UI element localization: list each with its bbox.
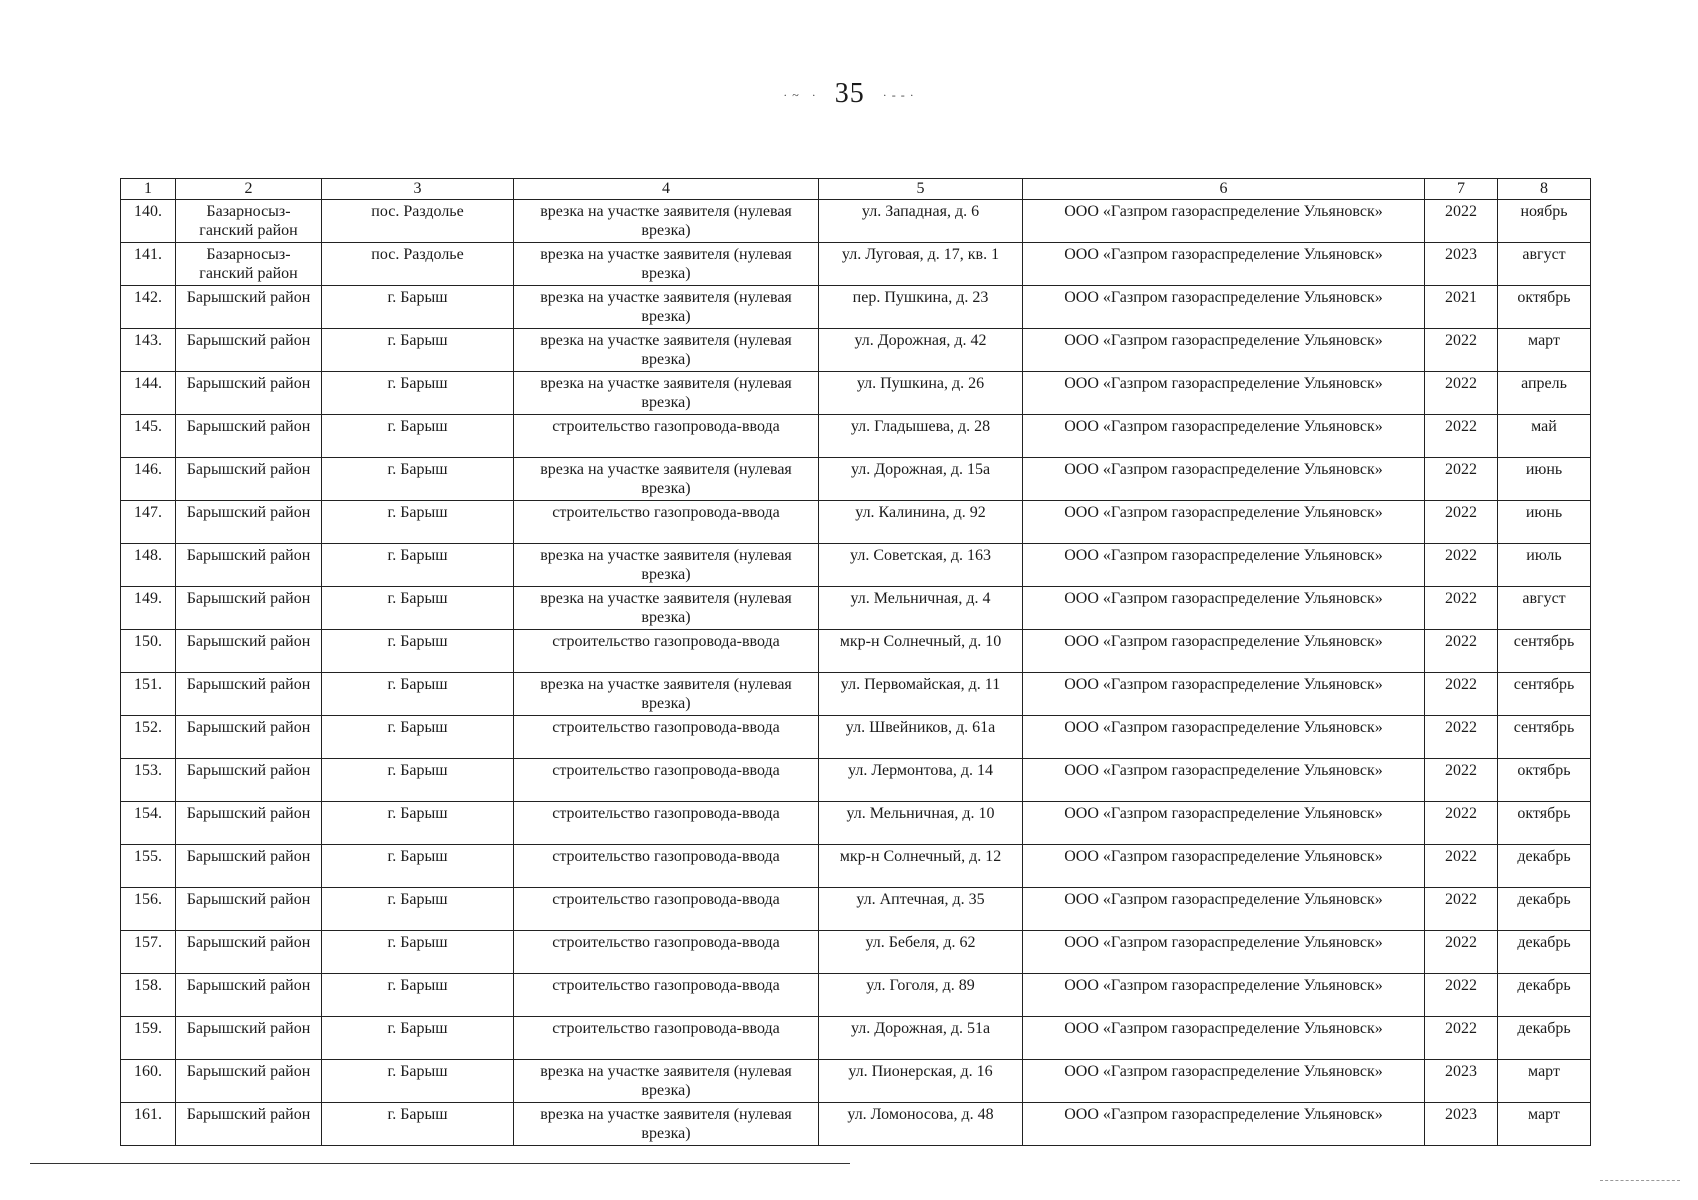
cell-row-number: 152. [121, 716, 176, 759]
cell-row-number: 141. [121, 243, 176, 286]
cell-work-type: строительство газопровода-ввода [514, 415, 819, 458]
cell-year: 2022 [1425, 888, 1498, 931]
cell-district: Барышский район [176, 630, 322, 673]
cell-address: ул. Калинина, д. 92 [819, 501, 1023, 544]
cell-organization: ООО «Газпром газораспределение Ульяновск» [1023, 888, 1425, 931]
column-header: 5 [819, 179, 1023, 200]
cell-locality: г. Барыш [322, 716, 514, 759]
cell-district: Барышский район [176, 931, 322, 974]
cell-address: ул. Дорожная, д. 42 [819, 329, 1023, 372]
cell-district: Барышский район [176, 802, 322, 845]
cell-month: июнь [1498, 501, 1591, 544]
cell-locality: г. Барыш [322, 759, 514, 802]
table-row [121, 1017, 1591, 1060]
cell-year: 2022 [1425, 673, 1498, 716]
cell-district: Барышский район [176, 1060, 322, 1103]
column-header: 1 [121, 179, 176, 200]
cell-row-number: 154. [121, 802, 176, 845]
table-row [121, 673, 1591, 716]
cell-district: Базарносыз-ганский район [176, 243, 322, 286]
cell-address: ул. Первомайская, д. 11 [819, 673, 1023, 716]
table-row [121, 759, 1591, 802]
cell-address: ул. Советская, д. 163 [819, 544, 1023, 587]
cell-row-number: 145. [121, 415, 176, 458]
cell-district: Барышский район [176, 587, 322, 630]
cell-address: ул. Пушкина, д. 26 [819, 372, 1023, 415]
cell-address: ул. Луговая, д. 17, кв. 1 [819, 243, 1023, 286]
column-header: 6 [1023, 179, 1425, 200]
cell-address: ул. Бебеля, д. 62 [819, 931, 1023, 974]
cell-district: Барышский район [176, 716, 322, 759]
cell-district: Барышский район [176, 372, 322, 415]
cell-year: 2022 [1425, 544, 1498, 587]
cell-locality: г. Барыш [322, 1060, 514, 1103]
cell-month: май [1498, 415, 1591, 458]
cell-locality: г. Барыш [322, 802, 514, 845]
page-number [0, 78, 1698, 110]
cell-work-type: врезка на участке заявителя (нулевая врезка) [514, 587, 819, 630]
cell-row-number: 157. [121, 931, 176, 974]
gasification-table [120, 178, 1591, 1146]
cell-year: 2022 [1425, 759, 1498, 802]
cell-organization: ООО «Газпром газораспределение Ульяновск» [1023, 372, 1425, 415]
cell-month: декабрь [1498, 974, 1591, 1017]
column-header: 4 [514, 179, 819, 200]
cell-work-type: строительство газопровода-ввода [514, 888, 819, 931]
cell-address: ул. Дорожная, д. 15а [819, 458, 1023, 501]
cell-organization: ООО «Газпром газораспределение Ульяновск» [1023, 1017, 1425, 1060]
cell-locality: г. Барыш [322, 974, 514, 1017]
cell-district: Барышский район [176, 544, 322, 587]
cell-row-number: 159. [121, 1017, 176, 1060]
cell-organization: ООО «Газпром газораспределение Ульяновск» [1023, 286, 1425, 329]
column-header: 8 [1498, 179, 1591, 200]
cell-month: август [1498, 243, 1591, 286]
table-row [121, 458, 1591, 501]
cell-year: 2022 [1425, 931, 1498, 974]
table-row [121, 1103, 1591, 1146]
table-body [121, 200, 1591, 1146]
bottom-rule-fragment [1600, 1180, 1680, 1181]
cell-locality: г. Барыш [322, 673, 514, 716]
cell-month: март [1498, 329, 1591, 372]
cell-locality: г. Барыш [322, 372, 514, 415]
cell-organization: ООО «Газпром газораспределение Ульяновск» [1023, 716, 1425, 759]
cell-address: ул. Лермонтова, д. 14 [819, 759, 1023, 802]
cell-month: октябрь [1498, 802, 1591, 845]
table-row [121, 1060, 1591, 1103]
cell-month: декабрь [1498, 888, 1591, 931]
cell-organization: ООО «Газпром газораспределение Ульяновск» [1023, 802, 1425, 845]
cell-work-type: врезка на участке заявителя (нулевая врезка) [514, 544, 819, 587]
cell-month: октябрь [1498, 286, 1591, 329]
cell-address: ул. Гладышева, д. 28 [819, 415, 1023, 458]
cell-address: ул. Пионерская, д. 16 [819, 1060, 1023, 1103]
cell-work-type: строительство газопровода-ввода [514, 759, 819, 802]
cell-work-type: врезка на участке заявителя (нулевая врезка) [514, 372, 819, 415]
cell-district: Барышский район [176, 458, 322, 501]
cell-locality: г. Барыш [322, 931, 514, 974]
cell-address: ул. Гоголя, д. 89 [819, 974, 1023, 1017]
cell-month: март [1498, 1060, 1591, 1103]
cell-district: Базарносыз-ганский район [176, 200, 322, 243]
cell-address: ул. Аптечная, д. 35 [819, 888, 1023, 931]
table-row [121, 200, 1591, 243]
cell-locality: пос. Раздолье [322, 200, 514, 243]
cell-row-number: 147. [121, 501, 176, 544]
cell-year: 2022 [1425, 372, 1498, 415]
cell-row-number: 153. [121, 759, 176, 802]
cell-work-type: строительство газопровода-ввода [514, 630, 819, 673]
cell-work-type: врезка на участке заявителя (нулевая врезка) [514, 243, 819, 286]
cell-organization: ООО «Газпром газораспределение Ульяновск» [1023, 845, 1425, 888]
cell-year: 2022 [1425, 974, 1498, 1017]
cell-locality: г. Барыш [322, 286, 514, 329]
cell-work-type: врезка на участке заявителя (нулевая врезка) [514, 1060, 819, 1103]
cell-work-type: строительство газопровода-ввода [514, 716, 819, 759]
cell-row-number: 149. [121, 587, 176, 630]
cell-organization: ООО «Газпром газораспределение Ульяновск» [1023, 587, 1425, 630]
cell-month: декабрь [1498, 1017, 1591, 1060]
cell-month: апрель [1498, 372, 1591, 415]
cell-district: Барышский район [176, 888, 322, 931]
cell-district: Барышский район [176, 845, 322, 888]
cell-organization: ООО «Газпром газораспределение Ульяновск» [1023, 759, 1425, 802]
cell-row-number: 155. [121, 845, 176, 888]
cell-locality: г. Барыш [322, 544, 514, 587]
cell-year: 2022 [1425, 458, 1498, 501]
cell-locality: г. Барыш [322, 415, 514, 458]
cell-address: мкр-н Солнечный, д. 10 [819, 630, 1023, 673]
cell-work-type: строительство газопровода-ввода [514, 845, 819, 888]
cell-row-number: 144. [121, 372, 176, 415]
table-row [121, 845, 1591, 888]
cell-row-number: 150. [121, 630, 176, 673]
cell-district: Барышский район [176, 673, 322, 716]
cell-work-type: врезка на участке заявителя (нулевая врезка) [514, 458, 819, 501]
header-row [121, 179, 1591, 200]
cell-district: Барышский район [176, 759, 322, 802]
cell-district: Барышский район [176, 501, 322, 544]
column-header: 2 [176, 179, 322, 200]
cell-organization: ООО «Газпром газораспределение Ульяновск» [1023, 673, 1425, 716]
table-row [121, 630, 1591, 673]
cell-month: ноябрь [1498, 200, 1591, 243]
bottom-rule [30, 1163, 850, 1164]
cell-locality: г. Барыш [322, 329, 514, 372]
cell-organization: ООО «Газпром газораспределение Ульяновск» [1023, 630, 1425, 673]
cell-address: ул. Ломоносова, д. 48 [819, 1103, 1023, 1146]
cell-organization: ООО «Газпром газораспределение Ульяновск» [1023, 974, 1425, 1017]
cell-row-number: 142. [121, 286, 176, 329]
cell-month: март [1498, 1103, 1591, 1146]
cell-locality: пос. Раздолье [322, 243, 514, 286]
table-row [121, 286, 1591, 329]
cell-row-number: 158. [121, 974, 176, 1017]
cell-address: ул. Мельничная, д. 4 [819, 587, 1023, 630]
cell-address: ул. Швейников, д. 61а [819, 716, 1023, 759]
cell-locality: г. Барыш [322, 888, 514, 931]
cell-address: мкр-н Солнечный, д. 12 [819, 845, 1023, 888]
cell-year: 2022 [1425, 1017, 1498, 1060]
cell-address: ул. Мельничная, д. 10 [819, 802, 1023, 845]
cell-locality: г. Барыш [322, 1017, 514, 1060]
cell-organization: ООО «Газпром газораспределение Ульяновск» [1023, 329, 1425, 372]
cell-row-number: 160. [121, 1060, 176, 1103]
table-row [121, 802, 1591, 845]
table-row [121, 544, 1591, 587]
cell-year: 2023 [1425, 243, 1498, 286]
cell-row-number: 140. [121, 200, 176, 243]
cell-row-number: 156. [121, 888, 176, 931]
cell-locality: г. Барыш [322, 1103, 514, 1146]
cell-year: 2022 [1425, 587, 1498, 630]
table-row [121, 587, 1591, 630]
cell-work-type: строительство газопровода-ввода [514, 501, 819, 544]
cell-row-number: 151. [121, 673, 176, 716]
cell-address: ул. Дорожная, д. 51а [819, 1017, 1023, 1060]
cell-work-type: строительство газопровода-ввода [514, 974, 819, 1017]
table-row [121, 243, 1591, 286]
cell-district: Барышский район [176, 415, 322, 458]
cell-organization: ООО «Газпром газораспределение Ульяновск» [1023, 415, 1425, 458]
column-header: 3 [322, 179, 514, 200]
cell-district: Барышский район [176, 1103, 322, 1146]
cell-month: декабрь [1498, 845, 1591, 888]
cell-organization: ООО «Газпром газораспределение Ульяновск» [1023, 458, 1425, 501]
cell-month: июль [1498, 544, 1591, 587]
cell-year: 2022 [1425, 501, 1498, 544]
cell-organization: ООО «Газпром газораспределение Ульяновск» [1023, 200, 1425, 243]
column-header: 7 [1425, 179, 1498, 200]
cell-year: 2022 [1425, 716, 1498, 759]
cell-month: сентябрь [1498, 673, 1591, 716]
cell-organization: ООО «Газпром газораспределение Ульяновск» [1023, 1103, 1425, 1146]
cell-year: 2022 [1425, 200, 1498, 243]
table-row [121, 415, 1591, 458]
cell-row-number: 148. [121, 544, 176, 587]
cell-district: Барышский район [176, 329, 322, 372]
cell-month: сентябрь [1498, 716, 1591, 759]
cell-organization: ООО «Газпром газораспределение Ульяновск» [1023, 544, 1425, 587]
cell-district: Барышский район [176, 286, 322, 329]
cell-organization: ООО «Газпром газораспределение Ульяновск» [1023, 501, 1425, 544]
cell-locality: г. Барыш [322, 630, 514, 673]
table-row [121, 931, 1591, 974]
cell-year: 2022 [1425, 630, 1498, 673]
cell-year: 2022 [1425, 329, 1498, 372]
cell-month: август [1498, 587, 1591, 630]
cell-address: пер. Пушкина, д. 23 [819, 286, 1023, 329]
table-row [121, 372, 1591, 415]
cell-month: июнь [1498, 458, 1591, 501]
cell-locality: г. Барыш [322, 587, 514, 630]
page-number-text: 35 [834, 78, 865, 109]
cell-district: Барышский район [176, 974, 322, 1017]
scan-speck-decoration: · - - · [882, 88, 915, 103]
cell-year: 2022 [1425, 802, 1498, 845]
cell-month: сентябрь [1498, 630, 1591, 673]
cell-organization: ООО «Газпром газораспределение Ульяновск» [1023, 243, 1425, 286]
cell-locality: г. Барыш [322, 458, 514, 501]
cell-work-type: строительство газопровода-ввода [514, 802, 819, 845]
cell-work-type: врезка на участке заявителя (нулевая врезка) [514, 329, 819, 372]
cell-year: 2023 [1425, 1103, 1498, 1146]
cell-work-type: строительство газопровода-ввода [514, 1017, 819, 1060]
cell-row-number: 146. [121, 458, 176, 501]
table-row [121, 888, 1591, 931]
cell-month: октябрь [1498, 759, 1591, 802]
cell-work-type: врезка на участке заявителя (нулевая врезка) [514, 200, 819, 243]
cell-locality: г. Барыш [322, 845, 514, 888]
cell-work-type: врезка на участке заявителя (нулевая врезка) [514, 286, 819, 329]
cell-address: ул. Западная, д. 6 [819, 200, 1023, 243]
cell-year: 2022 [1425, 845, 1498, 888]
cell-work-type: строительство газопровода-ввода [514, 931, 819, 974]
table-row [121, 501, 1591, 544]
cell-work-type: врезка на участке заявителя (нулевая врезка) [514, 1103, 819, 1146]
cell-organization: ООО «Газпром газораспределение Ульяновск» [1023, 931, 1425, 974]
cell-organization: ООО «Газпром газораспределение Ульяновск» [1023, 1060, 1425, 1103]
table-row [121, 716, 1591, 759]
scan-speck-decoration: · ~ · [783, 88, 817, 103]
cell-work-type: врезка на участке заявителя (нулевая врезка) [514, 673, 819, 716]
table-row [121, 329, 1591, 372]
cell-month: декабрь [1498, 931, 1591, 974]
table-row [121, 974, 1591, 1017]
cell-district: Барышский район [176, 1017, 322, 1060]
cell-year: 2022 [1425, 415, 1498, 458]
cell-row-number: 161. [121, 1103, 176, 1146]
cell-row-number: 143. [121, 329, 176, 372]
cell-year: 2021 [1425, 286, 1498, 329]
cell-year: 2023 [1425, 1060, 1498, 1103]
cell-locality: г. Барыш [322, 501, 514, 544]
